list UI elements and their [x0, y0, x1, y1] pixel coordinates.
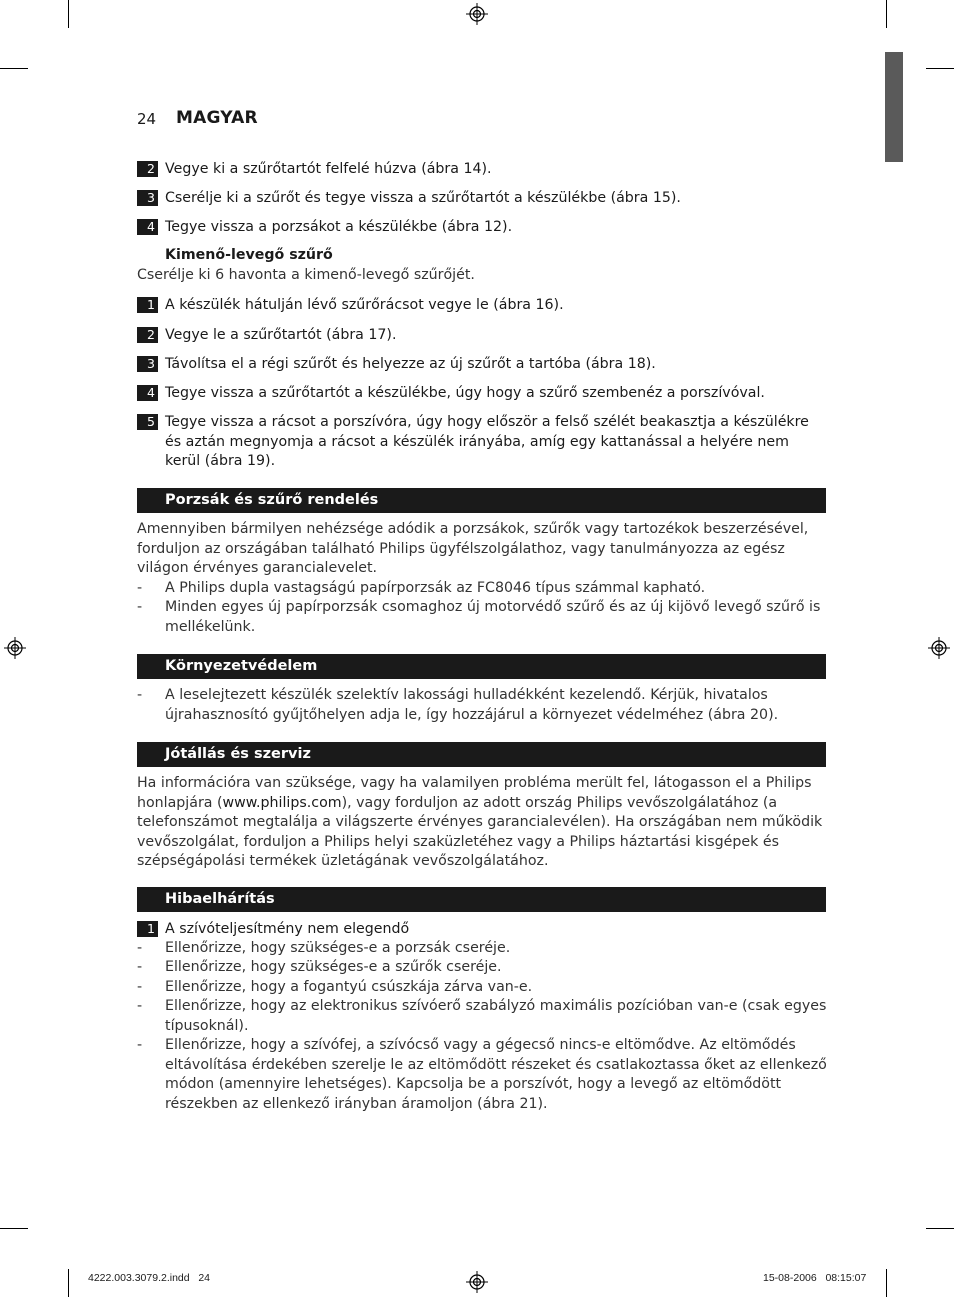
bullet-dash: -	[137, 940, 143, 956]
list-item	[137, 939, 829, 959]
crop-mark	[926, 1228, 954, 1229]
language-side-tab	[885, 52, 903, 162]
registration-mark-icon	[466, 1271, 488, 1293]
list-item-text: Ellenőrizze, hogy szükséges-e a szűrők cseréje.	[165, 959, 502, 975]
step-item	[137, 920, 837, 940]
list-item	[137, 997, 829, 1036]
step-number: 4	[137, 219, 158, 235]
step-item	[137, 326, 837, 346]
registration-mark-icon	[4, 637, 26, 659]
step-item	[137, 296, 837, 316]
list-item-text: A leselejtezett készülék szelektív lakossági hulladékként kezelendő. Kérjük, hivatalos újrahasznosító gyűjtőhelyen adja le, így hozzájárul a környezet védelméhez (ábra 20).	[165, 687, 779, 723]
step-item	[137, 189, 837, 209]
step-number: 2	[137, 161, 158, 177]
crop-mark	[0, 68, 28, 69]
bullet-dash: -	[137, 998, 143, 1014]
section-heading-environment: Környezetvédelem	[137, 654, 826, 679]
step-text: Tegye vissza a rácsot a porszívóra, úgy hogy először a felső szélét beakasztja a készülékre és aztán megnyomja a rácsot a készülék irányába, amíg egy kattanással a helyére nem kerül (ábra 19).	[165, 414, 809, 469]
page-language-title: MAGYAR	[176, 108, 258, 128]
step-number: 3	[137, 190, 158, 206]
list-item-text: Minden egyes új papírporzsák csomaghoz új motorvédő szűrő és az új kijövő levegő szűrő is mellékelünk.	[165, 599, 821, 635]
step-text: Vegye le a szűrőtartót (ábra 17).	[165, 327, 397, 343]
bullet-dash: -	[137, 687, 143, 703]
step-text: Cserélje ki a szűrőt és tegye vissza a szűrőtartót a készülékbe (ábra 15).	[165, 190, 681, 206]
step-item	[137, 160, 837, 180]
bullet-dash: -	[137, 580, 143, 596]
list-item	[137, 1036, 829, 1114]
registration-mark-icon	[928, 637, 950, 659]
step-text: Távolítsa el a régi szűrőt és helyezze az új szűrőt a tartóba (ábra 18).	[165, 356, 656, 372]
crop-mark	[886, 1269, 887, 1297]
section-heading-warranty: Jótállás és szerviz	[137, 742, 826, 767]
page-number: 24	[137, 110, 157, 128]
footer-file-name: 4222.003.3079.2.indd 24	[88, 1272, 211, 1284]
step-number: 4	[137, 385, 158, 401]
registration-mark-icon	[466, 3, 488, 25]
bullet-dash: -	[137, 979, 143, 995]
ordering-paragraph: Amennyiben bármilyen nehézsége adódik a porzsákok, szűrők vagy tartozékok beszerzésével, forduljon az országában található Philips ügyfélszolgálathoz, vagy tanulmányozza az egész világon érvényes garancialevelet.	[137, 521, 809, 576]
list-item	[137, 958, 829, 978]
intro-text: Cserélje ki 6 havonta a kimenő-levegő szűrőjét.	[137, 267, 475, 283]
warranty-text-before: Ha információra van szüksége, vagy ha valamilyen probléma merült fel, látogasson el a Philips honlapjára (	[137, 775, 812, 811]
bullet-dash: -	[137, 959, 143, 975]
section-heading-ordering: Porzsák és szűrő rendelés	[137, 488, 826, 513]
step-text: Tegye vissza a porzsákot a készülékbe (ábra 12).	[165, 219, 513, 235]
bullet-dash: -	[137, 599, 143, 615]
list-item-text: Ellenőrizze, hogy a fogantyú csúszkája zárva van-e.	[165, 979, 533, 995]
list-item-text: A Philips dupla vastagságú papírporzsák az FC8046 típus számmal kapható.	[165, 580, 706, 596]
warranty-text-after: ), vagy forduljon az adott ország Philips vevőszolgálatához (a telefonszámot megtalálja a világszerte érvényes garancialevélen). Ha országában nem működik vevőszolgálat, forduljon a Philips helyi szaküzletéhez vagy a Philips háztartási kisgépek és szépségápolási termékek üzletágának vevőszolgálatához.	[137, 794, 823, 869]
step-item	[137, 413, 827, 472]
step-number: 2	[137, 327, 158, 343]
footer-timestamp: 15-08-2006 08:15:07	[763, 1272, 867, 1284]
list-item	[137, 598, 829, 637]
list-item-text: Ellenőrizze, hogy az elektronikus szívóerő szabályzó maximális pozícióban van-e (csak egyes típusoknál).	[165, 998, 827, 1034]
crop-mark	[0, 1228, 28, 1229]
step-text: Tegye vissza a szűrőtartót a készülékbe, úgy hogy a szűrő szembenéz a porszívóval.	[165, 385, 765, 401]
crop-mark	[886, 0, 887, 28]
step-number: 1	[137, 297, 158, 313]
step-number: 3	[137, 356, 158, 372]
list-item	[137, 686, 829, 725]
step-text: Vegye ki a szűrőtartót felfelé húzva (ábra 14).	[165, 161, 492, 177]
list-item	[137, 579, 829, 599]
step-number: 5	[137, 414, 158, 430]
philips-website-link[interactable]: www.philips.com	[222, 794, 342, 811]
step-item	[137, 384, 837, 404]
list-item-text: Ellenőrizze, hogy a szívófej, a szívócső vagy a gégecső nincs-e eltömődve. Az eltömődés eltávolítása érdekében szerelje le az eltömődött részeket és csatlakoztassa őket az ellenkező módon (amennyire lehetséges). Kapcsolja be a porszívót, hogy a levegő az eltömődött részekben az ellenkező irányban áramoljon (ábra 21).	[165, 1037, 827, 1112]
step-text: A szívóteljesítmény nem elegendő	[165, 921, 410, 937]
crop-mark	[68, 1269, 69, 1297]
subsection-heading: Kimenő-levegő szűrő	[165, 247, 333, 263]
bullet-dash: -	[137, 1037, 143, 1053]
list-item	[137, 978, 829, 998]
warranty-paragraph	[137, 774, 829, 872]
step-text: A készülék hátulján lévő szűrőrácsot vegye le (ábra 16).	[165, 297, 564, 313]
list-item-text: Ellenőrizze, hogy szükséges-e a porzsák cseréje.	[165, 940, 511, 956]
section-heading-troubleshooting: Hibaelhárítás	[137, 887, 826, 912]
crop-mark	[68, 0, 69, 28]
crop-mark	[926, 68, 954, 69]
step-item	[137, 355, 837, 375]
step-number: 1	[137, 921, 158, 937]
step-item	[137, 218, 837, 238]
